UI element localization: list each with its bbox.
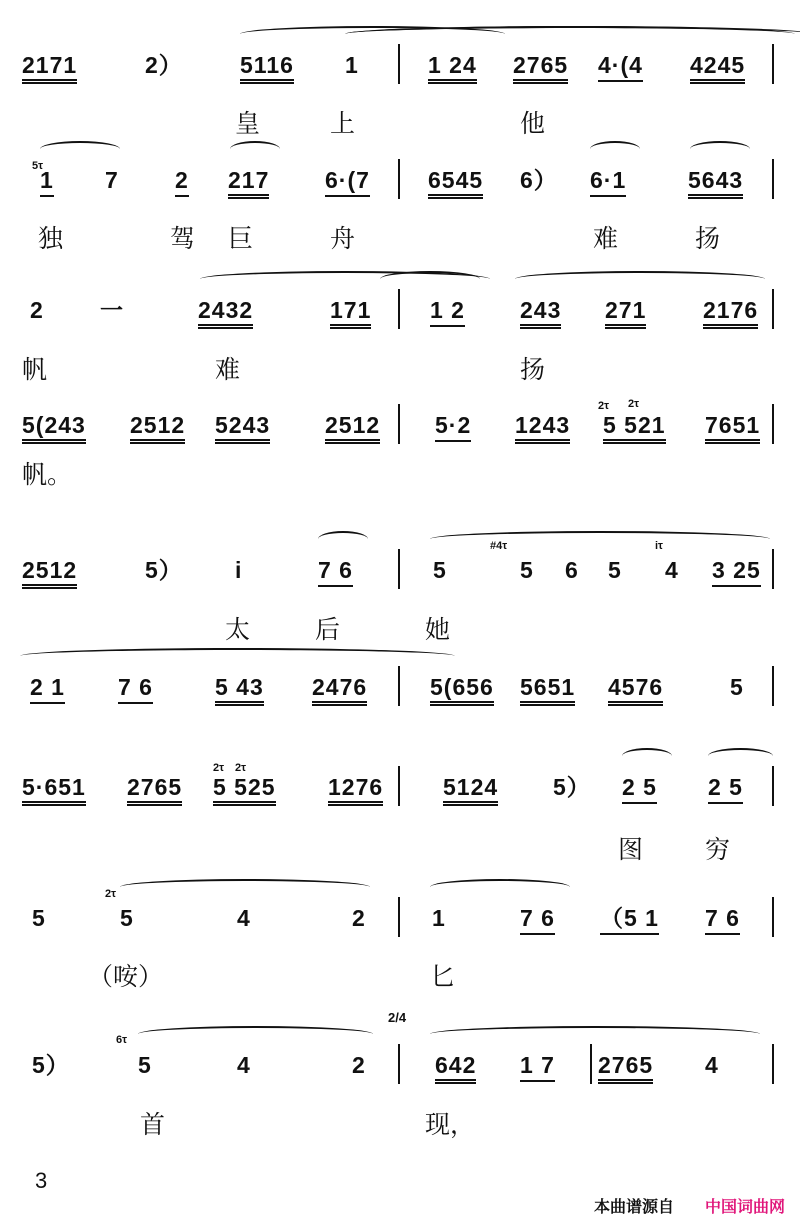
lyric-character: 皇 xyxy=(235,109,261,138)
bar-line xyxy=(398,666,400,706)
note: 2171 xyxy=(22,52,77,84)
note: 2512 xyxy=(130,412,185,444)
bar-line xyxy=(398,1044,400,1084)
note: 5 xyxy=(32,905,46,931)
note: 5 xyxy=(520,557,534,583)
lyric-character: 扬 xyxy=(520,355,546,384)
note: 1 2 xyxy=(430,297,465,327)
note: 271 xyxy=(605,297,646,329)
lyric-character: 上 xyxy=(330,109,356,138)
bar-line xyxy=(398,289,400,329)
note: 7 xyxy=(105,167,119,193)
note: 4·(4 xyxy=(598,52,643,82)
lyric-character: 太 xyxy=(225,615,251,644)
lyric-character: 匕 xyxy=(430,962,456,991)
lyric-character: 难 xyxy=(593,224,619,253)
slur xyxy=(590,141,640,157)
note: 2432 xyxy=(198,297,253,329)
grace-note: 2τ xyxy=(105,888,117,900)
grace-note: iτ xyxy=(655,540,663,552)
bar-line xyxy=(772,897,774,937)
note: 2 1 xyxy=(30,674,65,704)
lyric-character: 现， xyxy=(425,1110,476,1139)
note: 4 xyxy=(237,1052,251,1078)
bar-line xyxy=(772,44,774,84)
note: 1 xyxy=(432,905,446,931)
note: 4 xyxy=(665,557,679,583)
slur xyxy=(690,141,750,157)
note: 7 6 xyxy=(520,905,555,935)
slur xyxy=(430,1026,760,1042)
note: 4 xyxy=(705,1052,719,1078)
note: 6 xyxy=(565,557,579,583)
note: 2 xyxy=(30,297,44,323)
note: 171 xyxy=(330,297,371,329)
slur xyxy=(138,1026,373,1042)
note: 6·(7 xyxy=(325,167,370,197)
slur xyxy=(380,271,480,287)
note: 6545 xyxy=(428,167,483,199)
note: 5 xyxy=(433,557,447,583)
note: 1 7 xyxy=(520,1052,555,1082)
slur xyxy=(430,531,770,547)
note: 5） xyxy=(553,774,591,800)
bar-line xyxy=(772,1044,774,1084)
grace-note: #4τ xyxy=(490,540,508,552)
note: 7 6 xyxy=(118,674,153,704)
note: 4576 xyxy=(608,674,663,706)
lyric-character: 图 xyxy=(618,835,644,864)
lyric-character: 驾 xyxy=(170,224,196,253)
slur xyxy=(345,26,800,42)
note: 243 xyxy=(520,297,561,329)
bar-line xyxy=(772,289,774,329)
lyric-character: 她 xyxy=(425,615,451,644)
page-number: 3 xyxy=(35,1168,48,1193)
lyric-character: 后 xyxy=(315,615,341,644)
note: 2 xyxy=(352,1052,366,1078)
bar-line xyxy=(398,549,400,589)
lyric-character: （咹） xyxy=(88,962,164,991)
note: 7 6 xyxy=(318,557,353,587)
note: 2765 xyxy=(513,52,568,84)
note: 1 xyxy=(40,167,54,197)
lyric-character: 帆。 xyxy=(22,460,73,489)
note: 5 xyxy=(120,905,134,931)
note: 5 xyxy=(608,557,622,583)
slur xyxy=(515,271,765,287)
note: （5 1 xyxy=(600,905,659,935)
lyric-character: 扬 xyxy=(695,224,721,253)
bar-line xyxy=(772,159,774,199)
note: 2 xyxy=(352,905,366,931)
note: 642 xyxy=(435,1052,476,1084)
note: 5643 xyxy=(688,167,743,199)
note: 2765 xyxy=(127,774,182,806)
note: 1276 xyxy=(328,774,383,806)
grace-note: 2τ xyxy=(235,762,247,774)
bar-line xyxy=(398,766,400,806)
footer-site-name: 中国词曲网 xyxy=(705,1197,786,1216)
note: 5 xyxy=(730,674,744,700)
note: 3 25 xyxy=(712,557,761,587)
note: 2176 xyxy=(703,297,758,329)
grace-note: 2τ xyxy=(598,400,610,412)
note: 4 xyxy=(237,905,251,931)
grace-note: 5τ xyxy=(32,160,44,172)
note: 5651 xyxy=(520,674,575,706)
bar-line xyxy=(772,404,774,444)
note: 5(243 xyxy=(22,412,86,444)
slur xyxy=(230,141,280,157)
bar-line xyxy=(772,549,774,589)
note: 6·1 xyxy=(590,167,626,197)
lyric-character: 首 xyxy=(140,1110,166,1139)
bar-line xyxy=(398,159,400,199)
bar-line xyxy=(398,897,400,937)
bar-line xyxy=(772,666,774,706)
note: 7651 xyxy=(705,412,760,444)
lyric-character: 独 xyxy=(38,224,64,253)
note: 4245 xyxy=(690,52,745,84)
note: 5 525 xyxy=(213,774,276,806)
lyric-character: 舟 xyxy=(330,224,356,253)
note: 6） xyxy=(520,167,558,193)
note: 2765 xyxy=(598,1052,653,1084)
note: 1 24 xyxy=(428,52,477,84)
note: 5） xyxy=(145,557,183,583)
bar-line xyxy=(398,404,400,444)
bar-line xyxy=(398,44,400,84)
bar-line xyxy=(590,1044,592,1084)
note: 2476 xyxy=(312,674,367,706)
bar-line xyxy=(772,766,774,806)
note: i xyxy=(235,557,243,583)
note: 5124 xyxy=(443,774,498,806)
time-signature: 2/4 xyxy=(388,1010,407,1025)
note: 1243 xyxy=(515,412,570,444)
note: 2 xyxy=(175,167,189,197)
grace-note: 2τ xyxy=(213,762,225,774)
slur xyxy=(430,879,570,895)
lyric-character: 他 xyxy=(520,109,546,138)
note: 2512 xyxy=(325,412,380,444)
slur xyxy=(318,531,368,547)
lyric-character: 巨 xyxy=(228,224,254,253)
lyric-character: 帆 xyxy=(22,355,48,384)
note: 1 xyxy=(345,52,359,78)
note: 5243 xyxy=(215,412,270,444)
lyric-character: 穷 xyxy=(705,835,731,864)
note: 2 5 xyxy=(708,774,743,804)
slur xyxy=(708,748,773,764)
note: 217 xyxy=(228,167,269,199)
note: 2 5 xyxy=(622,774,657,804)
note: 7 6 xyxy=(705,905,740,935)
note: 5(656 xyxy=(430,674,494,706)
note: 2512 xyxy=(22,557,77,589)
note: 2） xyxy=(145,52,183,78)
footer-source-label: 本曲谱源自 xyxy=(594,1197,675,1216)
note: 5） xyxy=(32,1052,70,1078)
note: 5116 xyxy=(240,52,294,84)
lyric-character: 难 xyxy=(215,355,241,384)
slur xyxy=(40,141,120,157)
grace-note: 2τ xyxy=(628,398,640,410)
note: 5 43 xyxy=(215,674,264,706)
slur xyxy=(120,879,370,895)
slur xyxy=(622,748,672,764)
note: 5·651 xyxy=(22,774,86,806)
note: 5 xyxy=(138,1052,152,1078)
slur xyxy=(20,648,455,664)
note: 一 xyxy=(100,297,124,323)
note: 5·2 xyxy=(435,412,471,442)
note: 5 521 xyxy=(603,412,666,444)
grace-note: 6τ xyxy=(116,1034,128,1046)
